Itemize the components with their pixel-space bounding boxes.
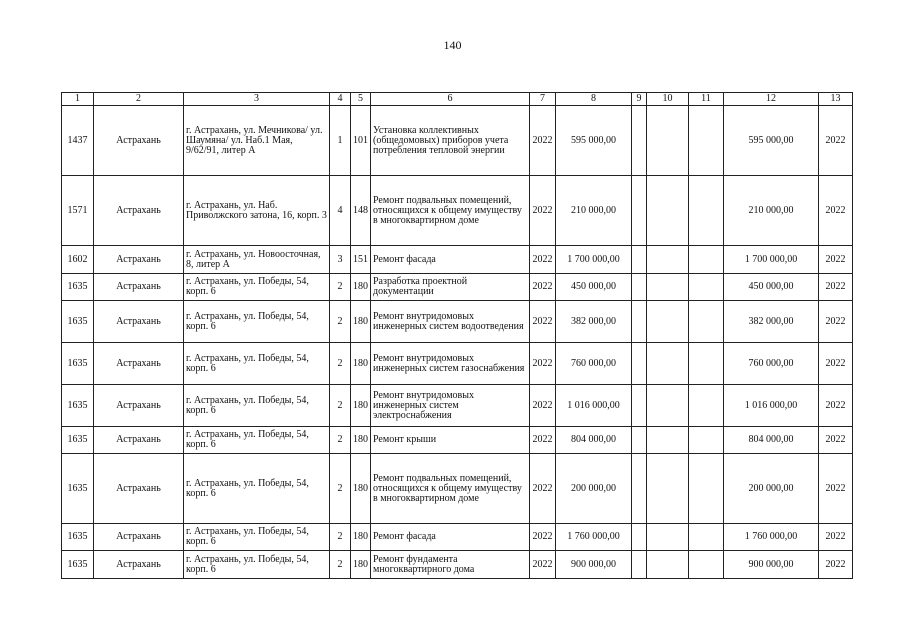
city-cell: Астрахань	[94, 106, 184, 176]
year-end-cell: 2022	[819, 106, 853, 176]
total-cell: 1 700 000,00	[724, 246, 819, 274]
year-end-cell: 2022	[819, 343, 853, 385]
column-11-cell	[689, 301, 724, 343]
cost-cell: 804 000,00	[556, 427, 632, 454]
repair-program-table	[61, 92, 853, 579]
table-row	[62, 454, 853, 524]
column-10-cell	[647, 427, 689, 454]
year-end-cell: 2022	[819, 301, 853, 343]
address-cell: г. Астрахань, ул. Победы, 54, корп. 6	[184, 524, 330, 551]
row-number-cell: 1635	[62, 551, 94, 579]
column-11-cell	[689, 343, 724, 385]
column-5-cell: 180	[351, 551, 371, 579]
column-9-cell	[632, 343, 647, 385]
city-cell: Астрахань	[94, 454, 184, 524]
row-number-cell: 1635	[62, 274, 94, 301]
year-cell: 2022	[530, 343, 556, 385]
table-row	[62, 524, 853, 551]
city-cell: Астрахань	[94, 551, 184, 579]
column-9-cell	[632, 176, 647, 246]
column-4-cell: 2	[330, 524, 351, 551]
row-number-cell: 1437	[62, 106, 94, 176]
column-header-1: 1	[62, 93, 94, 106]
year-end-cell: 2022	[819, 176, 853, 246]
column-5-cell: 180	[351, 301, 371, 343]
address-cell: г. Астрахань, ул. Наб. Приволжского затона, 16, корп. 3	[184, 176, 330, 246]
column-header-9: 9	[632, 93, 647, 106]
column-9-cell	[632, 551, 647, 579]
work-type-cell: Разработка проектной документации	[371, 274, 530, 301]
column-10-cell	[647, 343, 689, 385]
table-header-row	[62, 93, 853, 106]
total-cell: 760 000,00	[724, 343, 819, 385]
year-cell: 2022	[530, 427, 556, 454]
row-number-cell: 1635	[62, 524, 94, 551]
table-row	[62, 301, 853, 343]
total-cell: 595 000,00	[724, 106, 819, 176]
total-cell: 200 000,00	[724, 454, 819, 524]
address-cell: г. Астрахань, ул. Новоосточная, 8, литер А	[184, 246, 330, 274]
city-cell: Астрахань	[94, 301, 184, 343]
table-row	[62, 343, 853, 385]
total-cell: 382 000,00	[724, 301, 819, 343]
column-header-11: 11	[689, 93, 724, 106]
address-cell: г. Астрахань, ул. Победы, 54, корп. 6	[184, 301, 330, 343]
total-cell: 210 000,00	[724, 176, 819, 246]
row-number-cell: 1635	[62, 385, 94, 427]
column-9-cell	[632, 106, 647, 176]
column-9-cell	[632, 274, 647, 301]
column-header-13: 13	[819, 93, 853, 106]
address-cell: г. Астрахань, ул. Победы, 54, корп. 6	[184, 427, 330, 454]
column-4-cell: 2	[330, 551, 351, 579]
cost-cell: 595 000,00	[556, 106, 632, 176]
cost-cell: 450 000,00	[556, 274, 632, 301]
table-row	[62, 176, 853, 246]
column-5-cell: 180	[351, 385, 371, 427]
column-5-cell: 180	[351, 427, 371, 454]
column-4-cell: 2	[330, 343, 351, 385]
column-4-cell: 2	[330, 454, 351, 524]
year-cell: 2022	[530, 551, 556, 579]
column-10-cell	[647, 524, 689, 551]
table-row	[62, 274, 853, 301]
row-number-cell: 1635	[62, 427, 94, 454]
page-number: 140	[443, 38, 462, 52]
year-end-cell: 2022	[819, 385, 853, 427]
column-11-cell	[689, 274, 724, 301]
column-4-cell: 2	[330, 427, 351, 454]
row-number-cell: 1635	[62, 301, 94, 343]
cost-cell: 1 700 000,00	[556, 246, 632, 274]
cost-cell: 382 000,00	[556, 301, 632, 343]
work-type-cell: Ремонт подвальных помещений, относящихся к общему имуществу в многоквартирном доме	[371, 176, 530, 246]
table-body	[62, 106, 853, 579]
work-type-cell: Ремонт фасада	[371, 246, 530, 274]
column-10-cell	[647, 385, 689, 427]
column-5-cell: 180	[351, 454, 371, 524]
address-cell: г. Астрахань, ул. Победы, 54, корп. 6	[184, 343, 330, 385]
column-5-cell: 180	[351, 524, 371, 551]
address-cell: г. Астрахань, ул. Мечникова/ ул. Шаумяна/ ул. Наб.1 Мая, 9/62/91, литер А	[184, 106, 330, 176]
year-end-cell: 2022	[819, 274, 853, 301]
column-11-cell	[689, 176, 724, 246]
row-number-cell: 1635	[62, 454, 94, 524]
column-11-cell	[689, 106, 724, 176]
column-header-4: 4	[330, 93, 351, 106]
cost-cell: 760 000,00	[556, 343, 632, 385]
cost-cell: 1 016 000,00	[556, 385, 632, 427]
total-cell: 1 016 000,00	[724, 385, 819, 427]
year-end-cell: 2022	[819, 246, 853, 274]
column-11-cell	[689, 524, 724, 551]
column-4-cell: 2	[330, 385, 351, 427]
work-type-cell: Ремонт фасада	[371, 524, 530, 551]
year-cell: 2022	[530, 524, 556, 551]
table-row	[62, 106, 853, 176]
column-9-cell	[632, 246, 647, 274]
column-10-cell	[647, 551, 689, 579]
column-11-cell	[689, 427, 724, 454]
city-cell: Астрахань	[94, 385, 184, 427]
address-cell: г. Астрахань, ул. Победы, 54, корп. 6	[184, 274, 330, 301]
column-header-5: 5	[351, 93, 371, 106]
city-cell: Астрахань	[94, 524, 184, 551]
column-4-cell: 1	[330, 106, 351, 176]
column-11-cell	[689, 246, 724, 274]
total-cell: 804 000,00	[724, 427, 819, 454]
address-cell: г. Астрахань, ул. Победы, 54, корп. 6	[184, 385, 330, 427]
year-end-cell: 2022	[819, 524, 853, 551]
year-cell: 2022	[530, 106, 556, 176]
cost-cell: 1 760 000,00	[556, 524, 632, 551]
cost-cell: 200 000,00	[556, 454, 632, 524]
column-9-cell	[632, 524, 647, 551]
column-11-cell	[689, 454, 724, 524]
work-type-cell: Ремонт внутридомовых инженерных систем водоотведения	[371, 301, 530, 343]
total-cell: 1 760 000,00	[724, 524, 819, 551]
column-header-2: 2	[94, 93, 184, 106]
address-cell: г. Астрахань, ул. Победы, 54, корп. 6	[184, 551, 330, 579]
work-type-cell: Установка коллективных (общедомовых) приборов учета потребления тепловой энергии	[371, 106, 530, 176]
column-9-cell	[632, 454, 647, 524]
column-header-8: 8	[556, 93, 632, 106]
work-type-cell: Ремонт внутридомовых инженерных систем газоснабжения	[371, 343, 530, 385]
year-cell: 2022	[530, 176, 556, 246]
column-header-7: 7	[530, 93, 556, 106]
column-header-12: 12	[724, 93, 819, 106]
city-cell: Астрахань	[94, 343, 184, 385]
table-row	[62, 246, 853, 274]
column-5-cell: 101	[351, 106, 371, 176]
column-11-cell	[689, 551, 724, 579]
column-10-cell	[647, 274, 689, 301]
column-5-cell: 180	[351, 343, 371, 385]
table-row	[62, 551, 853, 579]
work-type-cell: Ремонт крыши	[371, 427, 530, 454]
column-4-cell: 2	[330, 274, 351, 301]
year-cell: 2022	[530, 246, 556, 274]
column-5-cell: 180	[351, 274, 371, 301]
column-5-cell: 148	[351, 176, 371, 246]
cost-cell: 210 000,00	[556, 176, 632, 246]
city-cell: Астрахань	[94, 176, 184, 246]
address-cell: г. Астрахань, ул. Победы, 54, корп. 6	[184, 454, 330, 524]
year-end-cell: 2022	[819, 427, 853, 454]
column-11-cell	[689, 385, 724, 427]
column-header-6: 6	[371, 93, 530, 106]
year-cell: 2022	[530, 274, 556, 301]
column-10-cell	[647, 176, 689, 246]
column-5-cell: 151	[351, 246, 371, 274]
table-row	[62, 385, 853, 427]
column-4-cell: 4	[330, 176, 351, 246]
column-9-cell	[632, 301, 647, 343]
row-number-cell: 1571	[62, 176, 94, 246]
column-10-cell	[647, 106, 689, 176]
table-row	[62, 427, 853, 454]
column-header-3: 3	[184, 93, 330, 106]
column-4-cell: 2	[330, 301, 351, 343]
column-10-cell	[647, 246, 689, 274]
city-cell: Астрахань	[94, 427, 184, 454]
year-cell: 2022	[530, 385, 556, 427]
column-10-cell	[647, 454, 689, 524]
total-cell: 900 000,00	[724, 551, 819, 579]
year-end-cell: 2022	[819, 454, 853, 524]
row-number-cell: 1602	[62, 246, 94, 274]
year-end-cell: 2022	[819, 551, 853, 579]
city-cell: Астрахань	[94, 246, 184, 274]
work-type-cell: Ремонт внутридомовых инженерных систем электроснабжения	[371, 385, 530, 427]
column-4-cell: 3	[330, 246, 351, 274]
total-cell: 450 000,00	[724, 274, 819, 301]
column-9-cell	[632, 427, 647, 454]
cost-cell: 900 000,00	[556, 551, 632, 579]
column-9-cell	[632, 385, 647, 427]
work-type-cell: Ремонт подвальных помещений, относящихся к общему имуществу в многоквартирном доме	[371, 454, 530, 524]
column-10-cell	[647, 301, 689, 343]
row-number-cell: 1635	[62, 343, 94, 385]
work-type-cell: Ремонт фундамента многоквартирного дома	[371, 551, 530, 579]
city-cell: Астрахань	[94, 274, 184, 301]
year-cell: 2022	[530, 454, 556, 524]
column-header-10: 10	[647, 93, 689, 106]
year-cell: 2022	[530, 301, 556, 343]
